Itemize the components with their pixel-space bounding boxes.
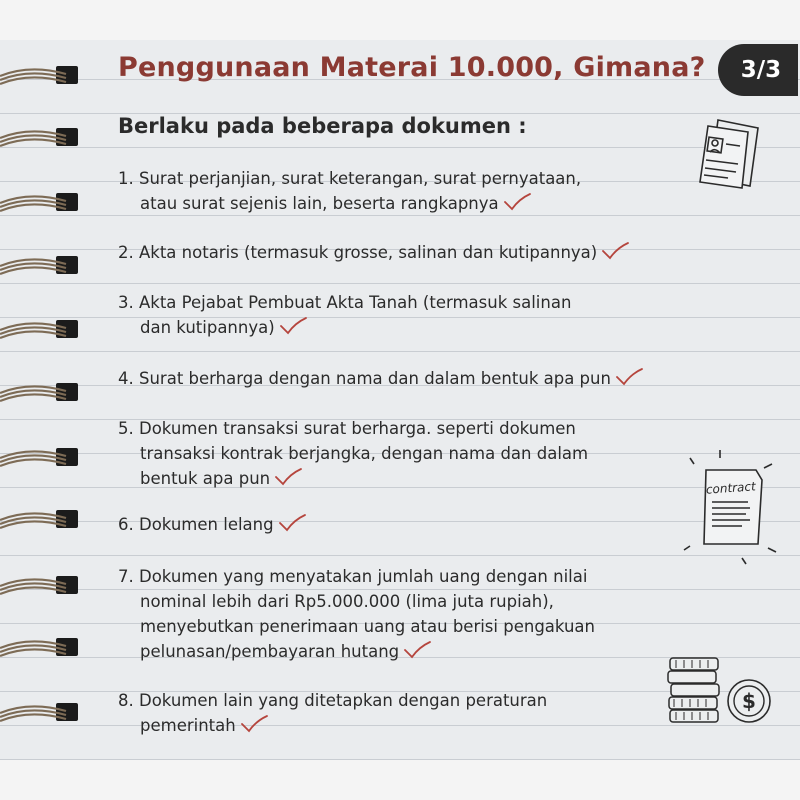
item-text: Akta notaris (termasuk grosse, salinan dan kutipannya): [139, 243, 598, 262]
list-item: [118, 416, 588, 491]
item-text: dan kutipannya): [140, 318, 275, 337]
item-text: Dokumen transaksi surat berharga. seperti dokumen: [139, 419, 576, 438]
item-number: 3.: [118, 293, 134, 312]
spiral-ring: [0, 193, 78, 211]
checkmark-icon: [601, 242, 629, 260]
spiral-ring: [0, 703, 78, 721]
item-line: [118, 166, 581, 191]
item-line: [118, 315, 571, 340]
item-number: 8.: [118, 691, 134, 710]
list-item: [118, 166, 581, 216]
page-title: Penggunaan Materai 10.000, Gimana?: [118, 52, 706, 83]
checkmark-icon: [274, 468, 302, 486]
document-icon: [688, 112, 768, 192]
item-line: [118, 366, 643, 391]
item-text: Dokumen yang menyatakan jumlah uang dengan nilai: [139, 567, 588, 586]
item-line: [118, 416, 588, 441]
item-line: [118, 191, 581, 216]
item-number: 4.: [118, 369, 134, 388]
spiral-ring: [0, 383, 78, 401]
item-number: 1.: [118, 169, 134, 188]
spiral-ring: [0, 638, 78, 656]
spiral-ring: [0, 510, 78, 528]
checkmark-icon: [240, 715, 268, 733]
checkmark-icon: [279, 317, 307, 335]
item-line: [118, 240, 629, 265]
contract-icon: [676, 440, 780, 568]
item-line: [118, 589, 595, 614]
spiral-ring: [0, 576, 78, 594]
item-text: Surat perjanjian, surat keterangan, surat pernyataan,: [139, 169, 582, 188]
item-line: [118, 639, 595, 664]
dollar-symbol: $: [742, 689, 756, 713]
list-item: [118, 564, 595, 664]
list-item: [118, 512, 306, 537]
item-text: bentuk apa pun: [140, 469, 271, 488]
item-number: 2.: [118, 243, 134, 262]
item-text: pelunasan/pembayaran hutang: [140, 642, 400, 661]
dollar-icon: [724, 676, 774, 726]
item-number: 6.: [118, 515, 134, 534]
item-text: pemerintah: [140, 716, 236, 735]
list-item: [118, 240, 629, 265]
page-indicator-badge[interactable]: 3/3: [718, 44, 798, 96]
item-line: [118, 614, 595, 639]
spiral-ring: [0, 256, 78, 274]
item-number: 7.: [118, 567, 134, 586]
item-text: transaksi kontrak berjangka, dengan nama dan dalam: [140, 444, 589, 463]
list-item: [118, 688, 547, 738]
item-text: nominal lebih dari Rp5.000.000 (lima juta rupiah),: [140, 592, 554, 611]
list-item: [118, 366, 643, 391]
contract-label: contract: [705, 479, 757, 497]
item-line: [118, 713, 547, 738]
spiral-ring: [0, 448, 78, 466]
item-line: [118, 564, 595, 589]
item-line: [118, 466, 588, 491]
item-line: [118, 512, 306, 537]
spiral-binding: [0, 40, 90, 760]
item-text: Surat berharga dengan nama dan dalam bentuk apa pun: [139, 369, 611, 388]
spiral-ring: [0, 66, 78, 84]
spiral-ring: [0, 320, 78, 338]
item-text: Dokumen lain yang ditetapkan dengan peraturan: [139, 691, 548, 710]
item-text: Akta Pejabat Pembuat Akta Tanah (termasuk salinan: [139, 293, 572, 312]
item-number: 5.: [118, 419, 134, 438]
item-line: [118, 688, 547, 713]
checkmark-icon: [403, 641, 431, 659]
checkmark-icon: [278, 514, 306, 532]
checkmark-icon: [503, 193, 531, 211]
spiral-ring: [0, 128, 78, 146]
item-text: Dokumen lelang: [139, 515, 274, 534]
coins-icon: [664, 652, 724, 732]
list-item: [118, 290, 571, 340]
checkmark-icon: [615, 368, 643, 386]
item-text: menyebutkan penerimaan uang atau berisi pengakuan: [140, 617, 595, 636]
item-text: atau surat sejenis lain, beserta rangkapnya: [140, 194, 499, 213]
item-line: [118, 441, 588, 466]
item-line: [118, 290, 571, 315]
subtitle: Berlaku pada beberapa dokumen :: [118, 114, 527, 138]
